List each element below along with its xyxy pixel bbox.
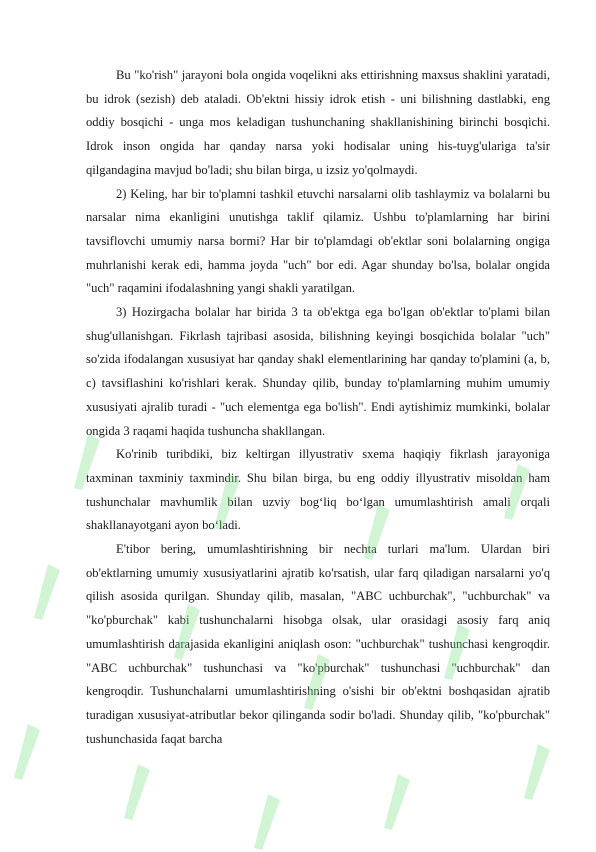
watermark-leaf-icon — [30, 560, 64, 622]
paragraph-5: E'tibor bering, umumlashtirishning bir nechta turlari ma'lum. Ulardan biri ob'ektlarning umumiy xususiyatlarini ajratib ko'rsatish, ular farq qiladigan narsalarni yo'q qilish asosida qurilgan. Shunday qilib, masalan, "ABC uchburchak", "uchburchak" va "ko'pburchak" kabi tushunchalarni hisobga olsak, ular orasidagi asosiy farq aniq umumlashtirish darajasida ekanligini aniqlash oson: "uchburchak" tushunchasi kengroqdir. "ABC uchburchak" tushunchasi va "ko'pburchak" tushunchasi "uchburchak" dan kengroqdir. Tushunchalarni umumlashtirishning o'sishi bir ob'ektni boshqasidan ajratib turadigan xususiyat-atributlar bekor qilinganda sodir bo'ladi. Shunday qilib, "ko'pburchak" tushunchasida faqat barcha — [86, 542, 550, 746]
watermark-leaf-icon — [10, 720, 44, 782]
paragraph-4: Ko'rinib turibdiki, biz keltirgan illyustrativ sxema haqiqiy fikrlash jarayoniga taxminan taxminiy taxmindir. Shu bilan birga, bu eng oddiy illyustrativ misoldan ham tushunchalar mavhumlik bilan uzviy bog‘liq bo‘lgan umumlashtirish amali orqali shakllanayotgani ayon bo‘ladi. — [86, 447, 550, 533]
watermark-leaf-icon — [250, 790, 284, 852]
watermark-leaf-icon — [380, 770, 414, 832]
document-page — [86, 64, 550, 751]
paragraph-1: Bu "ko'rish" jarayoni bola ongida voqelikni aks ettirishning maxsus shaklini yaratadi, bu idrok (sezish) deb ataladi. Ob'ektni hissiy idrok etish - uni bilishning dastlabki, eng oddiy bosqichi - unga mos keladigan tushunchaning shakllanishining birinchi bosqichi. Idrok inson ongida har qanday narsa yoki hodisalar uning his-tuyg'ulariga ta'sir qilgandagina mavjud bo'ladi; shu bilan birga, u izsiz yo'qolmaydi. — [86, 68, 550, 177]
watermark-leaf-icon — [120, 760, 154, 822]
paragraph-2: 2) Keling, har bir to'plamni tashkil etuvchi narsalarni olib tashlaymiz va bolalarni bu narsalar nima ekanligini unutishga taklif qilamiz. Ushbu to'plamlarning har birini tavsiflovchi umumiy narsa bormi? Har bir to'plamdagi ob'ektlar soni bolalarning ongiga muhrlanishi kerak edi, hamma joyda "uch" bor edi. Agar shunday bo'lsa, bolalar ongida "uch" raqamini ifodalashning yangi shakli yaratilgan. — [86, 186, 550, 296]
paragraph-3: 3) Hozirgacha bolalar har birida 3 ta ob'ektga ega bo'lgan ob'ektlar to'plami bilan shug'ullanishgan. Fikrlash tajribasi asosida, bilishning keyingi bosqichida bolalar "uch" so'zida ifodalangan xususiyat har qanday shakl elementlarining har qanday to'plamini (a, b, c) tavsiflashini ko'rishlari kerak. Shunday qilib, bunday to'plamlarning muhim umumiy xususiyati ajralib turadi - "uch elementga ega bo'lish". Endi aytishimiz mumkinki, bolalar ongida 3 raqami haqida tushuncha shakllangan. — [86, 305, 550, 438]
